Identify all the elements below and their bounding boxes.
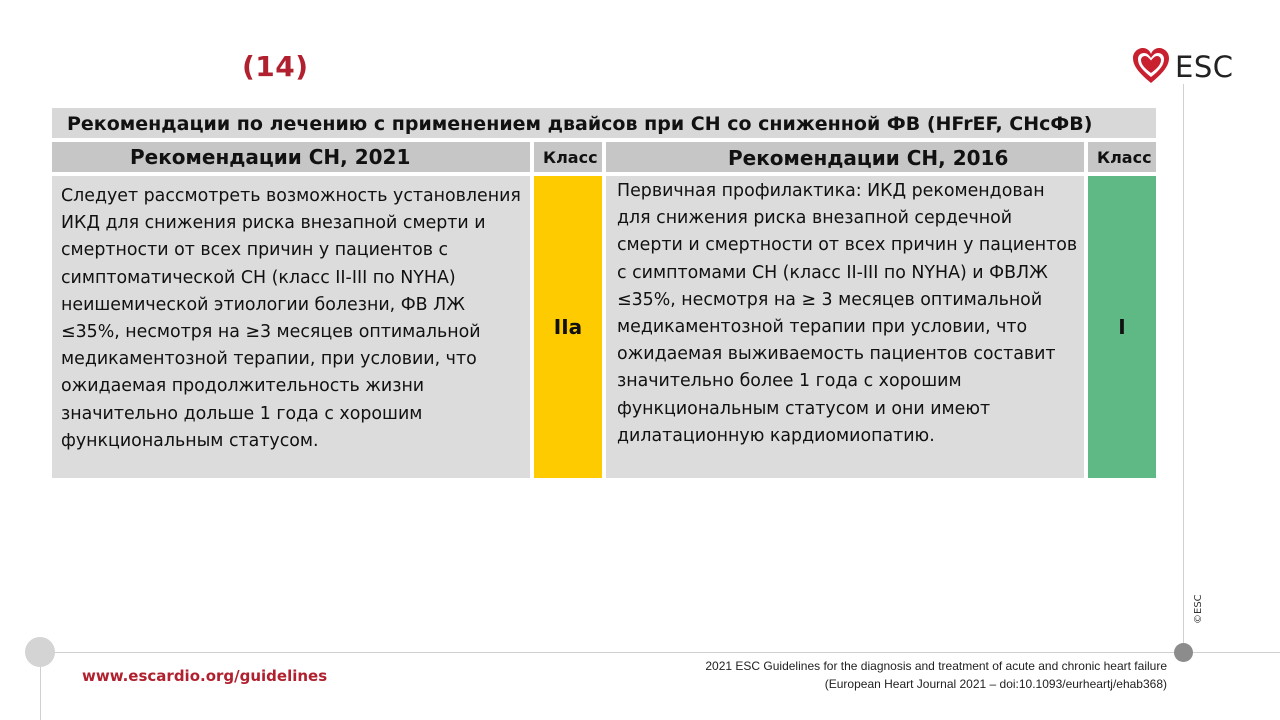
footer-reference-line1: 2021 ESC Guidelines for the diagnosis and treatment of acute and chronic heart failure	[705, 659, 1167, 673]
logo-text: ESC	[1175, 50, 1234, 84]
class-badge-2016: I	[1088, 176, 1156, 478]
class-badge-2021: IIa	[534, 176, 602, 478]
guidelines-link[interactable]: www.escardio.org/guidelines	[82, 667, 328, 685]
decorative-dot-right	[1174, 643, 1193, 662]
footer-reference-line2: (European Heart Journal 2021 – doi:10.1093/eurheartj/ehab368)	[824, 677, 1167, 691]
decorative-dot-left	[25, 637, 55, 667]
banner-title: Рекомендации по лечению с применением двайсов при СН со сниженной ФВ (HFrEF, СНсФВ)	[67, 113, 1093, 135]
recommendation-2021-text: Следует рассмотреть возможность установления ИКД для снижения риска внезапной смерти и смертности от всех причин у пациентов с симптоматической СН (класс II-III по NYHA) неишемической этиологии болезни, ФВ ЛЖ ≤35%, несмотря на ≥3 месяцев оптимальной медикаментозной терапии, при условии, что ожидаемая продолжительность жизни значительно дольше 1 года с хорошим функциональным статусом.	[52, 176, 530, 478]
slide-number: (14)	[242, 50, 309, 83]
recommendations-banner	[52, 108, 1156, 138]
footer-divider	[40, 652, 1280, 653]
header-2016: Рекомендации СН, 2016	[606, 142, 1084, 172]
header-2021: Рекомендации СН, 2021	[52, 142, 530, 172]
right-divider	[1183, 84, 1184, 650]
footer-reference	[705, 657, 1167, 693]
esc-logo	[1131, 46, 1241, 88]
heart-logo-icon	[1131, 46, 1171, 86]
recommendation-2016-text: Первичная профилактика: ИКД рекомендован для снижения риска внезапной сердечной смерти и смертности от всех причин у пациентов с симптомами СН (класс II-III по NYHA) и ФВЛЖ ≤35%, несмотря на ≥ 3 месяцев оптимальной медикаментозной терапии при условии, что ожидаемая выживаемость пациентов составит значительно более 1 года с хорошим функциональным статусом и они имеют дилатационную кардиомиопатию.	[606, 176, 1084, 478]
header-class-2021: Класс	[534, 142, 602, 172]
header-class-2016: Класс	[1088, 142, 1156, 172]
copyright-label: ©ESC	[1193, 594, 1204, 624]
